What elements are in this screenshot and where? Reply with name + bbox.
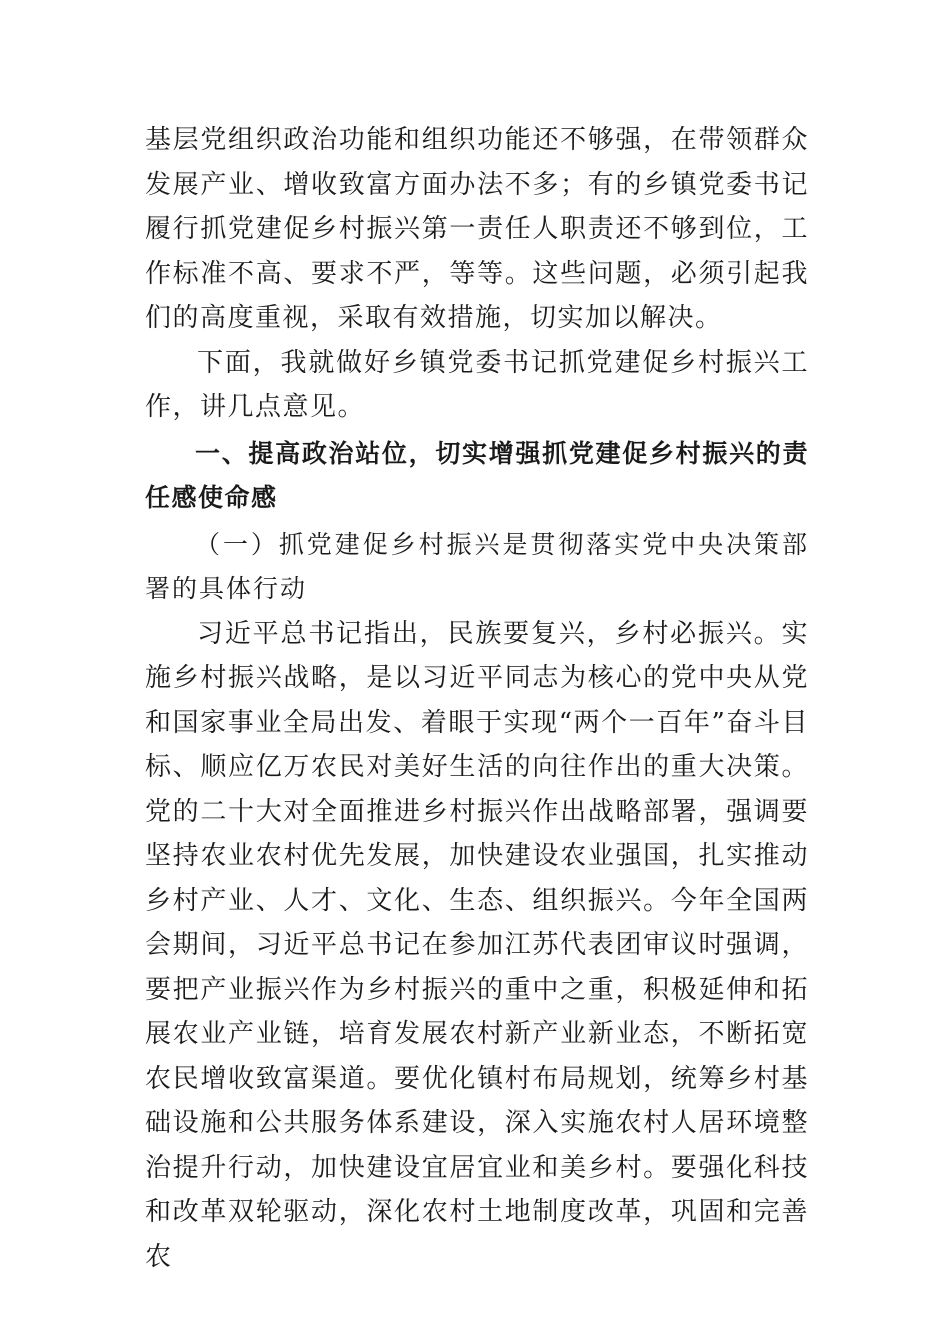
paragraph-body: 习近平总书记指出，民族要复兴，乡村必振兴。实施乡村振兴战略，是以习近平同志为核心的党中央从党和国家事业全局出发、着眼于实现“两个一百年”奋斗目标、顺应亿万农民对美好生活的向往作出的重大决策。党的二十大对全面推进乡村振兴作出战略部署，强调要坚持农业农村优先发展，加快建设农业强国，扎实推动乡村产业、人才、文化、生态、组织振兴。今年全国两会期间，习近平总书记在参加江苏代表团审议时强调，要把产业振兴作为乡村振兴的重中之重，积极延伸和拓展农业产业链，培育发展农村新产业新业态，不断拓宽农民增收致富渠道。要优化镇村布局规划，统筹乡村基础设施和公共服务体系建设，深入实施农村人居环境整治提升行动，加快建设宜居宜业和美乡村。要强化科技和改革双轮驱动，深化农村土地制度改革，巩固和完善农 [145, 618, 809, 1272]
document-body [145, 118, 809, 1279]
subsection-heading-1: （一）抓党建促乡村振兴是贯彻落实党中央决策部署的具体行动 [145, 529, 809, 603]
paragraph-intro: 下面，我就做好乡镇党委书记抓党建促乡村振兴工作，讲几点意见。 [145, 347, 809, 422]
paragraph-continuation: 基层党组织政治功能和组织功能还不够强，在带领群众发展产业、增收致富方面办法不多；有的乡镇党委书记履行抓党建促乡村振兴第一责任人职责还不够到位，工作标准不高、要求不严，等等。这些问题，必须引起我们的高度重视，采取有效措施，切实加以解决。 [145, 125, 809, 333]
section-heading-1: 一、提高政治站位，切实增强抓党建促乡村振兴的责任感使命感 [145, 438, 809, 512]
